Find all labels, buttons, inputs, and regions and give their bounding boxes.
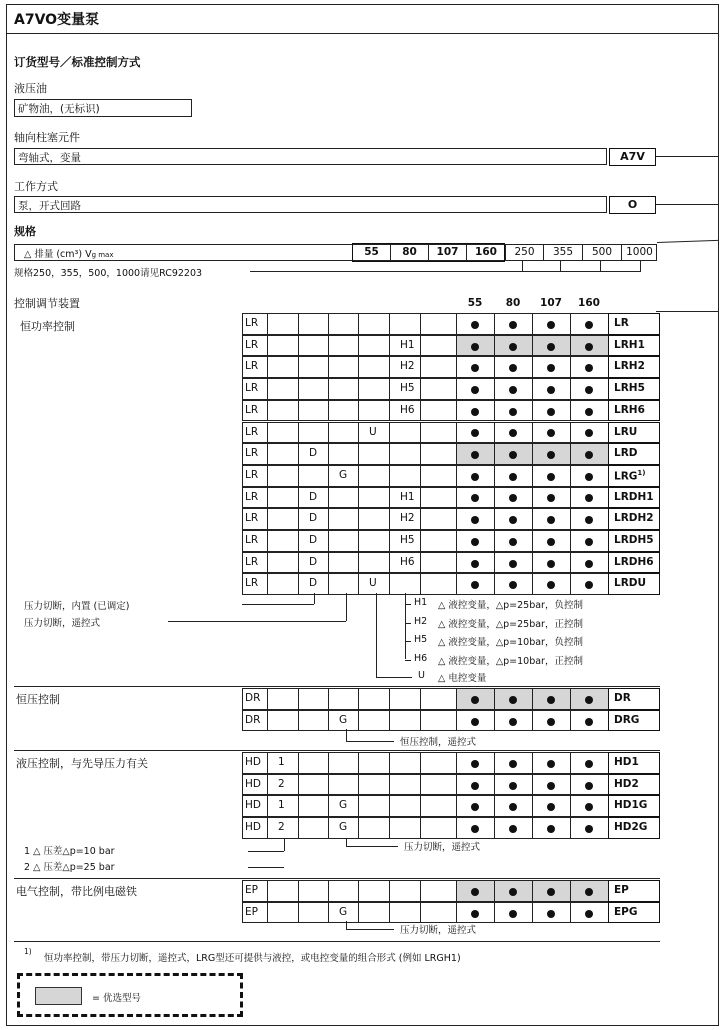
availability-dot: [471, 386, 479, 394]
standard-sizes-frame: [352, 243, 505, 262]
option-cell: [420, 880, 456, 902]
type-code: DR: [614, 692, 631, 704]
option-cell: [358, 688, 389, 710]
option-cell: G: [328, 902, 358, 924]
option-cell: [420, 774, 456, 796]
availability-dot: [471, 408, 479, 416]
option-cell: H6: [389, 552, 420, 574]
option-cell: D: [298, 487, 328, 509]
axial-label: 轴向柱塞元件: [14, 131, 80, 144]
h-text: △ 液控变量，△p=10bar，正控制: [438, 655, 583, 667]
availability-dot: [585, 343, 593, 351]
type-code: LRDH2: [614, 512, 654, 525]
page-title: A7VO变量泵: [14, 12, 100, 28]
option-cell: [267, 443, 298, 465]
option-cell: [420, 508, 456, 530]
option-cell: G: [328, 465, 358, 487]
h-text: △ 液控变量，△p=25bar，正控制: [438, 618, 583, 630]
option-cell: [298, 400, 328, 422]
option-cell: [389, 880, 420, 902]
option-cell: H1: [389, 335, 420, 357]
option-cell: H6: [389, 400, 420, 422]
size-cell-355: 355: [543, 244, 582, 261]
availability-dot: [585, 888, 593, 896]
col-header-160: 160: [578, 297, 600, 309]
availability-dot: [547, 538, 555, 546]
size-cell-80: 80: [390, 244, 428, 261]
hd-cut: 压力切断，遥控式: [404, 842, 481, 853]
option-cell: [298, 880, 328, 902]
group-hydraulic: 液压控制，与先导压力有关: [16, 757, 148, 770]
option-cell: D: [298, 552, 328, 574]
option-cell: [267, 487, 298, 509]
option-cell: LR: [242, 552, 267, 574]
option-cell: G: [328, 817, 358, 839]
option-cell: 2: [267, 817, 298, 839]
option-cell: [267, 335, 298, 357]
col-header-55: 55: [467, 297, 483, 309]
h-code: H2: [414, 615, 428, 627]
option-cell: [298, 378, 328, 400]
option-cell: LR: [242, 573, 267, 595]
option-cell: [389, 688, 420, 710]
availability-dot: [585, 473, 593, 481]
option-cell: [389, 817, 420, 839]
option-cell: [389, 422, 420, 444]
availability-dot: [509, 825, 517, 833]
option-cell: [328, 400, 358, 422]
option-cell: LR: [242, 508, 267, 530]
option-cell: [358, 795, 389, 817]
type-code: LRH2: [614, 360, 645, 373]
group-pressure: 恒压控制: [16, 693, 60, 706]
option-cell: [328, 774, 358, 796]
option-cell: [358, 508, 389, 530]
availability-dot: [509, 760, 517, 768]
option-cell: [389, 795, 420, 817]
option-cell: [298, 465, 328, 487]
availability-dot: [585, 321, 593, 329]
option-cell: [420, 902, 456, 924]
option-cell: [389, 774, 420, 796]
availability-dot: [471, 910, 479, 918]
option-cell: [358, 552, 389, 574]
option-cell: [267, 422, 298, 444]
option-cell: [420, 443, 456, 465]
availability-dot: [509, 538, 517, 546]
control-heading: 控制调节装置: [14, 297, 80, 310]
option-cell: [267, 710, 298, 732]
type-code: EP: [614, 884, 629, 896]
hd-p1: 1 △ 压差△p=10 bar: [24, 846, 115, 857]
option-cell: 1: [267, 752, 298, 774]
option-cell: LR: [242, 487, 267, 509]
option-cell: [267, 508, 298, 530]
option-cell: H5: [389, 530, 420, 552]
availability-dot: [471, 696, 479, 704]
option-cell: [328, 688, 358, 710]
option-cell: LR: [242, 400, 267, 422]
availability-dot: [547, 560, 555, 568]
type-code: LRG$^{1)}$: [614, 468, 646, 483]
option-cell: [267, 573, 298, 595]
mode-leader: [656, 204, 718, 205]
availability-dot: [547, 910, 555, 918]
option-cell: [358, 487, 389, 509]
option-cell: [298, 795, 328, 817]
h-code: H1: [414, 597, 428, 608]
option-cell: LR: [242, 378, 267, 400]
size-cell-107: 107: [428, 244, 466, 261]
h-text: △ 液控变量，△p=25bar，负控制: [438, 600, 583, 611]
option-cell: [328, 573, 358, 595]
availability-dot: [547, 825, 555, 833]
availability-dot: [547, 343, 555, 351]
option-cell: LR: [242, 530, 267, 552]
option-cell: [298, 902, 328, 924]
option-cell: [420, 817, 456, 839]
mode-label: 工作方式: [14, 180, 58, 193]
size-label: 规格: [14, 225, 36, 238]
option-cell: [389, 313, 420, 335]
size-note-line: [250, 271, 522, 272]
availability-dot: [509, 910, 517, 918]
availability-dot: [509, 888, 517, 896]
type-code: HD1G: [614, 799, 648, 812]
availability-dot: [471, 782, 479, 790]
option-cell: [358, 335, 389, 357]
option-cell: [267, 552, 298, 574]
option-cell: U: [358, 573, 389, 595]
option-cell: [420, 335, 456, 357]
ep-legend: 压力切断，遥控式: [400, 925, 477, 936]
availability-dot: [585, 825, 593, 833]
availability-dot: [509, 473, 517, 481]
cut-remote-text: 压力切断，遥控式: [24, 618, 101, 629]
type-code: LRDH1: [614, 490, 654, 503]
control-leader: [656, 311, 718, 312]
availability-dot: [547, 473, 555, 481]
order-heading: 订货型号／标准控制方式: [14, 55, 141, 69]
availability-dot: [547, 451, 555, 459]
option-cell: 2: [267, 774, 298, 796]
option-cell: [267, 313, 298, 335]
option-cell: [389, 443, 420, 465]
option-cell: [298, 774, 328, 796]
availability-dot: [585, 538, 593, 546]
option-cell: [358, 880, 389, 902]
fluid-label: 液压油: [14, 82, 47, 95]
option-cell: [267, 400, 298, 422]
option-cell: [358, 313, 389, 335]
availability-dot: [585, 696, 593, 704]
availability-dot: [585, 386, 593, 394]
option-cell: [328, 443, 358, 465]
option-cell: [358, 465, 389, 487]
type-code: LR: [614, 317, 629, 329]
type-code: LRDH6: [614, 555, 654, 568]
mode-value: 泵，开式回路: [14, 196, 607, 213]
availability-dot: [547, 408, 555, 416]
option-cell: [420, 356, 456, 378]
option-cell: [298, 710, 328, 732]
type-code: LRD: [614, 447, 638, 460]
option-cell: HD: [242, 752, 267, 774]
availability-dot: [509, 718, 517, 726]
availability-dot: [471, 473, 479, 481]
option-cell: [358, 400, 389, 422]
availability-dot: [509, 782, 517, 790]
option-cell: [420, 710, 456, 732]
option-cell: [298, 817, 328, 839]
option-cell: D: [298, 443, 328, 465]
footnote-text: 恒功率控制，带压力切断，遥控式，LRG型还可提供与液控，或电控变量的组合形式 (例如 LRGH1): [44, 953, 461, 964]
option-cell: [328, 313, 358, 335]
availability-dot: [547, 718, 555, 726]
option-cell: [298, 688, 328, 710]
option-cell: [358, 752, 389, 774]
availability-dot: [471, 718, 479, 726]
availability-dot: [585, 910, 593, 918]
option-cell: LR: [242, 443, 267, 465]
option-cell: [358, 530, 389, 552]
size-note: 规格250，355，500，1000请见RC92203: [14, 268, 203, 279]
option-cell: [328, 752, 358, 774]
availability-dot: [547, 760, 555, 768]
size-cell-250: 250: [505, 244, 543, 261]
mode-code: O: [609, 196, 656, 214]
size-cell-500: 500: [582, 244, 621, 261]
size-cell-55: 55: [352, 244, 390, 261]
type-code: LRDU: [614, 577, 647, 590]
option-cell: [298, 335, 328, 357]
title-bar: [6, 4, 719, 34]
option-cell: 1: [267, 795, 298, 817]
option-cell: [328, 378, 358, 400]
type-code: LRH6: [614, 403, 645, 416]
group-electric: 电气控制，带比例电磁铁: [16, 885, 137, 898]
availability-dot: [547, 782, 555, 790]
option-cell: [267, 688, 298, 710]
option-cell: [358, 710, 389, 732]
option-cell: [328, 552, 358, 574]
option-cell: LR: [242, 356, 267, 378]
availability-dot: [509, 343, 517, 351]
size-cell-160: 160: [466, 244, 505, 261]
option-cell: [267, 880, 298, 902]
option-cell: [358, 902, 389, 924]
option-cell: [267, 530, 298, 552]
displacement-label: △ 排量 (cm³) Vg max: [24, 249, 114, 260]
option-cell: [358, 817, 389, 839]
availability-dot: [509, 560, 517, 568]
availability-dot: [471, 825, 479, 833]
availability-dot: [471, 888, 479, 896]
availability-dot: [547, 321, 555, 329]
axial-code: A7V: [609, 148, 656, 166]
availability-dot: [471, 538, 479, 546]
option-cell: [420, 573, 456, 595]
availability-dot: [585, 718, 593, 726]
availability-dot: [585, 451, 593, 459]
option-cell: G: [328, 795, 358, 817]
option-cell: [420, 487, 456, 509]
fluid-value: 矿物油，(无标识): [14, 99, 192, 117]
option-cell: [328, 880, 358, 902]
option-cell: [420, 422, 456, 444]
option-cell: [358, 443, 389, 465]
availability-dot: [585, 560, 593, 568]
option-cell: LR: [242, 313, 267, 335]
availability-dot: [509, 696, 517, 704]
option-cell: D: [298, 508, 328, 530]
option-cell: [328, 487, 358, 509]
availability-dot: [509, 386, 517, 394]
type-code: DRG: [614, 713, 640, 726]
option-cell: HD: [242, 817, 267, 839]
option-cell: H2: [389, 356, 420, 378]
option-cell: [267, 378, 298, 400]
option-cell: [267, 465, 298, 487]
option-cell: [328, 335, 358, 357]
availability-dot: [547, 696, 555, 704]
hd-p2: 2 △ 压差△p=25 bar: [24, 862, 115, 873]
type-code: LRU: [614, 425, 638, 438]
option-cell: [358, 774, 389, 796]
size-cell-1000: 1000: [621, 244, 657, 261]
option-cell: [420, 530, 456, 552]
option-cell: H5: [389, 378, 420, 400]
option-cell: [298, 313, 328, 335]
availability-dot: [509, 451, 517, 459]
footnote-ref: 1): [637, 468, 646, 477]
availability-dot: [585, 782, 593, 790]
option-cell: [389, 752, 420, 774]
option-cell: [389, 465, 420, 487]
type-code: LRDH5: [614, 534, 654, 546]
col-header-107: 107: [540, 297, 562, 309]
type-code: LRH1: [614, 338, 645, 351]
availability-dot: [509, 321, 517, 329]
option-cell: H1: [389, 487, 420, 509]
col-header-80: 80: [505, 297, 521, 309]
option-cell: U: [358, 422, 389, 444]
option-cell: [420, 378, 456, 400]
availability-dot: [547, 888, 555, 896]
type-code: HD2: [614, 777, 639, 790]
option-cell: [298, 422, 328, 444]
option-cell: [420, 465, 456, 487]
option-cell: [298, 752, 328, 774]
h-code: H6: [414, 652, 428, 664]
availability-dot: [471, 451, 479, 459]
option-cell: EP: [242, 902, 267, 924]
option-cell: D: [298, 573, 328, 595]
option-cell: DR: [242, 710, 267, 732]
option-cell: [420, 552, 456, 574]
type-code: HD1: [614, 756, 639, 768]
type-code: EPG: [614, 905, 638, 918]
type-code: HD2G: [614, 821, 648, 834]
h-code: H5: [414, 634, 428, 645]
option-cell: [298, 356, 328, 378]
availability-dot: [471, 343, 479, 351]
preferred-legend-text: = 优选型号: [92, 993, 141, 1004]
option-cell: [389, 573, 420, 595]
option-cell: [328, 508, 358, 530]
option-cell: [420, 795, 456, 817]
cut-internal-text: 压力切断，内置 (已调定): [24, 601, 130, 612]
option-cell: HD: [242, 795, 267, 817]
option-cell: D: [298, 530, 328, 552]
option-cell: [420, 400, 456, 422]
option-cell: LR: [242, 465, 267, 487]
availability-dot: [471, 560, 479, 568]
option-cell: DR: [242, 688, 267, 710]
option-cell: [420, 688, 456, 710]
option-cell: [389, 710, 420, 732]
axial-value: 弯轴式，变量: [14, 148, 607, 165]
availability-dot: [509, 408, 517, 416]
option-cell: [420, 752, 456, 774]
availability-dot: [585, 760, 593, 768]
availability-dot: [471, 321, 479, 329]
option-cell: [328, 422, 358, 444]
option-cell: [328, 356, 358, 378]
option-cell: LR: [242, 422, 267, 444]
option-cell: EP: [242, 880, 267, 902]
availability-dot: [547, 386, 555, 394]
option-cell: [420, 313, 456, 335]
u-code: U: [418, 670, 425, 681]
axial-leader: [656, 156, 718, 157]
availability-dot: [471, 760, 479, 768]
h-text: △ 液控变量，△p=10bar，负控制: [438, 637, 583, 648]
availability-dot: [585, 408, 593, 416]
u-text: △ 电控变量: [438, 673, 487, 684]
option-cell: G: [328, 710, 358, 732]
dr-legend: 恒压控制，遥控式: [400, 737, 477, 748]
option-cell: LR: [242, 335, 267, 357]
option-cell: [267, 902, 298, 924]
option-cell: [389, 902, 420, 924]
group-power: 恒功率控制: [20, 320, 75, 333]
preferred-swatch: [35, 987, 82, 1005]
type-code: LRH5: [614, 382, 645, 395]
option-cell: H2: [389, 508, 420, 530]
option-cell: [267, 356, 298, 378]
footnote-mark: 1): [24, 947, 32, 956]
option-cell: [358, 356, 389, 378]
option-cell: [328, 530, 358, 552]
option-cell: HD: [242, 774, 267, 796]
option-cell: [358, 378, 389, 400]
